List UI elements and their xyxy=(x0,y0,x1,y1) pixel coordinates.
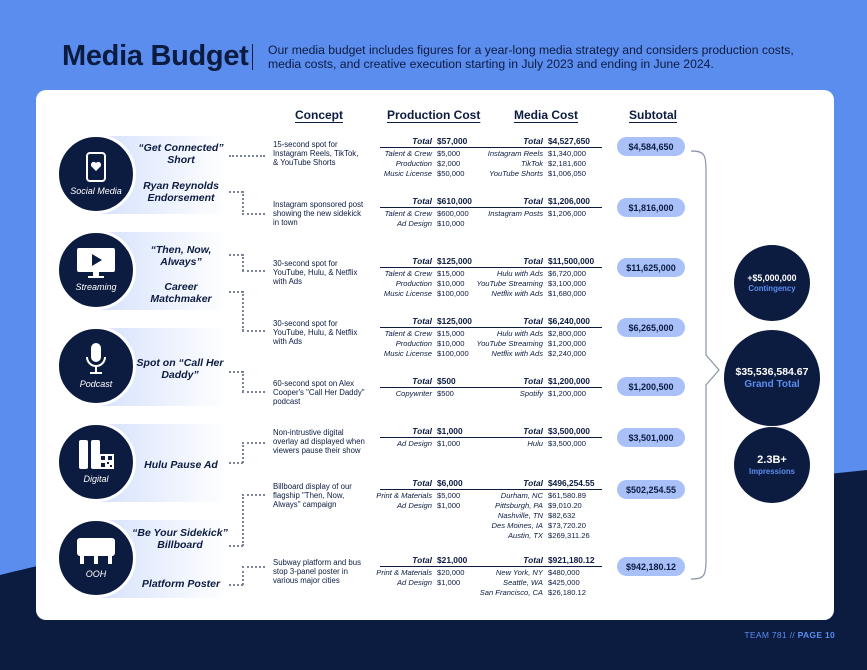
row-rule xyxy=(380,566,602,567)
subtotal-pill: $502,254.55 xyxy=(617,480,685,499)
media-total-value: $1,206,000 xyxy=(548,196,590,206)
connector xyxy=(242,566,265,568)
subtotal-pill: $11,625,000 xyxy=(617,258,685,277)
footer-page: PAGE 10 xyxy=(797,630,835,640)
media-total-label: Total xyxy=(523,196,543,206)
category-label: Podcast xyxy=(79,379,113,389)
col-media: Media Cost xyxy=(514,108,579,122)
contingency-value: +$5,000,000 xyxy=(747,273,797,283)
row-rule xyxy=(380,387,602,388)
prod-item-label: Music License xyxy=(383,289,432,298)
concept-text: Non-intrustive digital overlay ad displayed when viewers pause their show xyxy=(273,428,365,456)
row-rule xyxy=(380,437,602,438)
media-item-value: $82,632 xyxy=(548,511,576,520)
prod-total-value: $21,000 xyxy=(437,555,468,565)
impressions-value: 2.3B+ xyxy=(757,454,787,466)
media-item-value: $2,800,000 xyxy=(548,329,587,338)
prod-total-value: $610,000 xyxy=(437,196,472,206)
campaign-platform-poster: Platform Poster xyxy=(141,578,221,590)
media-item-label: TikTok xyxy=(520,159,543,168)
row-rule xyxy=(380,489,602,490)
media-total-label: Total xyxy=(523,478,543,488)
prod-item-label: Talent & Crew xyxy=(384,209,432,218)
media-item-label: Pittsburgh, PA xyxy=(495,501,543,510)
prod-total-label: Total xyxy=(412,316,432,326)
concept-text: 15-second spot for Instagram Reels, TikTok, & YouTube Shorts xyxy=(273,140,359,168)
connector xyxy=(242,191,244,215)
media-item-value: $1,206,000 xyxy=(548,209,587,218)
subtotal-pill: $6,265,000 xyxy=(617,318,685,337)
connector xyxy=(242,270,265,272)
connector xyxy=(229,155,265,157)
footer-team: TEAM 781 xyxy=(744,630,787,640)
media-item-label: Hulu xyxy=(527,439,543,448)
connector xyxy=(242,254,244,271)
media-item-value: $425,000 xyxy=(548,578,580,587)
media-item-label: Netflix with Ads xyxy=(491,349,543,358)
media-item-label: Durham, NC xyxy=(500,491,543,500)
prod-item-value: $20,000 xyxy=(437,568,465,577)
media-item-label: Netflix with Ads xyxy=(491,289,543,298)
prod-item-value: $5,000 xyxy=(437,491,461,500)
connector xyxy=(229,254,243,256)
page-footer xyxy=(744,630,835,640)
pause-qr-icon xyxy=(77,439,115,471)
connector xyxy=(242,494,265,496)
row-rule xyxy=(380,327,602,328)
connector xyxy=(242,566,244,585)
prod-item-value: $1,000 xyxy=(437,439,461,448)
category-label: OOH xyxy=(85,568,107,579)
media-item-value: $6,720,000 xyxy=(548,269,587,278)
connector xyxy=(242,494,244,546)
footer-sep: // xyxy=(789,630,795,640)
connector xyxy=(242,213,265,215)
prod-item-value: $500 xyxy=(437,389,454,398)
prod-item-value: $2,000 xyxy=(437,159,461,168)
connector xyxy=(242,371,244,392)
media-item-value: $1,200,000 xyxy=(548,339,587,348)
impressions-label: Impressions xyxy=(749,467,795,476)
media-item-value: $1,200,000 xyxy=(548,389,587,398)
media-item-value: $269,311.26 xyxy=(548,531,590,540)
category-label: Social Media xyxy=(70,185,122,196)
connector xyxy=(242,442,265,444)
media-item-value: $9,010.20 xyxy=(548,501,582,510)
connector xyxy=(242,291,244,331)
media-total-label: Total xyxy=(523,426,543,436)
prod-total-label: Total xyxy=(412,478,432,488)
category-label: Streaming xyxy=(75,282,117,292)
media-item-label: Hulu with Ads xyxy=(496,329,543,338)
campaign-then-now-always: “Then, Now, Always” xyxy=(150,244,212,268)
title-divider xyxy=(252,44,253,70)
media-total-label: Total xyxy=(523,316,543,326)
prod-item-label: Ad Design xyxy=(396,219,432,228)
prod-item-label: Ad Design xyxy=(396,501,432,510)
contingency-label: Contingency xyxy=(748,284,796,293)
prod-total-label: Total xyxy=(412,426,432,436)
media-item-value: $1,340,000 xyxy=(548,149,587,158)
row-rule xyxy=(380,147,602,148)
prod-total-value: $125,000 xyxy=(437,316,472,326)
billboard-icon xyxy=(76,537,116,565)
subtotal-pill: $1,816,000 xyxy=(617,198,685,217)
category-streaming xyxy=(56,230,136,310)
grand-total-label: Grand Total xyxy=(744,379,800,390)
prod-item-value: $10,000 xyxy=(437,219,465,228)
prod-total-value: $6,000 xyxy=(437,478,463,488)
media-total-label: Total xyxy=(523,376,543,386)
subtotal-pill: $942,180.12 xyxy=(617,557,685,576)
prod-item-value: $15,000 xyxy=(437,269,465,278)
prod-total-label: Total xyxy=(412,136,432,146)
subtotal-pill: $4,584,650 xyxy=(617,137,685,156)
prod-item-value: $5,000 xyxy=(437,149,461,158)
prod-total-value: $57,000 xyxy=(437,136,468,146)
media-item-label: New York, NY xyxy=(495,568,543,577)
campaign-ryan-reynolds: Ryan Reynolds Endorsement xyxy=(143,180,219,204)
col-concept: Concept xyxy=(295,108,343,122)
category-ooh xyxy=(56,518,136,598)
prod-item-label: Copywriter xyxy=(395,389,432,398)
media-item-label: Instagram Posts xyxy=(488,209,543,218)
row-rule xyxy=(380,207,602,208)
prod-total-value: $500 xyxy=(437,376,456,386)
subtotal-pill: $1,200,500 xyxy=(617,377,685,396)
media-item-label: Nashville, TN xyxy=(497,511,543,520)
phone-heart-icon xyxy=(86,152,106,182)
prod-item-value: $10,000 xyxy=(437,339,465,348)
prod-item-value: $100,000 xyxy=(437,349,469,358)
page-title: Media Budget xyxy=(62,40,249,72)
prod-total-label: Total xyxy=(412,555,432,565)
grand-total-circle xyxy=(724,330,820,426)
media-item-value: $73,720.20 xyxy=(548,521,587,530)
campaign-be-your-sidekick: “Be Your Sidekick” Billboard xyxy=(132,527,228,551)
media-item-label: Instagram Reels xyxy=(487,149,543,158)
microphone-icon xyxy=(84,342,108,376)
prod-item-label: Talent & Crew xyxy=(384,149,432,158)
media-total-value: $3,500,000 xyxy=(548,426,590,436)
prod-item-label: Production xyxy=(395,339,432,348)
prod-total-value: $1,000 xyxy=(437,426,463,436)
campaign-hulu-pause: Hulu Pause Ad xyxy=(144,459,218,471)
campaign-get-connected: “Get Connected” Short xyxy=(138,142,224,166)
category-podcast xyxy=(56,326,136,406)
connector xyxy=(242,442,244,463)
prod-item-label: Talent & Crew xyxy=(384,269,432,278)
play-screen-icon xyxy=(76,247,116,279)
media-total-label: Total xyxy=(523,555,543,565)
col-subtotal: Subtotal xyxy=(629,108,677,122)
row-rule xyxy=(380,267,602,268)
grand-total-value: $35,536,584.67 xyxy=(735,366,809,378)
page-subtitle: Our media budget includes figures for a year-long media strategy and considers production costs, media costs, and creative execution starting in July 2023 and ending in June 2024. xyxy=(268,43,794,71)
media-item-value: $1,680,000 xyxy=(548,289,587,298)
concept-text: 60-second spot on Alex Cooper's "Call Her Daddy" podcast xyxy=(273,379,365,407)
media-total-value: $4,527,650 xyxy=(548,136,590,146)
prod-total-label: Total xyxy=(412,196,432,206)
prod-item-value: $15,000 xyxy=(437,329,465,338)
media-item-label: YouTube Streaming xyxy=(476,279,543,288)
media-item-label: Austin, TX xyxy=(507,531,543,540)
prod-item-label: Talent & Crew xyxy=(384,329,432,338)
media-item-label: San Francisco, CA xyxy=(479,588,543,597)
connector xyxy=(229,371,243,373)
media-item-label: YouTube Streaming xyxy=(476,339,543,348)
media-item-value: $3,500,000 xyxy=(548,439,587,448)
category-social-media xyxy=(56,134,136,214)
prod-item-label: Music License xyxy=(383,349,432,358)
connector xyxy=(229,584,243,586)
media-item-label: Seattle, WA xyxy=(503,578,543,587)
prod-item-value: $1,000 xyxy=(437,578,461,587)
prod-item-value: $50,000 xyxy=(437,169,465,178)
media-total-value: $1,200,000 xyxy=(548,376,590,386)
concept-text: Subway platform and bus stop 3-panel poster in various major cities xyxy=(273,558,361,586)
connector xyxy=(229,462,243,464)
category-digital xyxy=(56,422,136,502)
subtotal-pill: $3,501,000 xyxy=(617,428,685,447)
prod-item-label: Production xyxy=(395,279,432,288)
campaign-career-matchmaker: Career Matchmaker xyxy=(150,281,212,305)
prod-total-label: Total xyxy=(412,256,432,266)
media-item-label: Spotify xyxy=(519,389,543,398)
prod-item-value: $10,000 xyxy=(437,279,465,288)
prod-item-label: Print & Materials xyxy=(376,491,432,500)
prod-item-value: $600,000 xyxy=(437,209,469,218)
concept-text: Billboard display of our flagship "Then, Now, Always" campaign xyxy=(273,482,352,510)
concept-text: 30-second spot for YouTube, Hulu, & Netflix with Ads xyxy=(273,319,358,347)
media-item-value: $26,180.12 xyxy=(548,588,587,597)
connector xyxy=(242,330,265,332)
media-item-label: Hulu with Ads xyxy=(496,269,543,278)
media-total-label: Total xyxy=(523,136,543,146)
media-item-value: $2,240,000 xyxy=(548,349,587,358)
media-total-label: Total xyxy=(523,256,543,266)
connector xyxy=(229,545,243,547)
prod-item-label: Production xyxy=(395,159,432,168)
connector xyxy=(242,391,265,393)
media-total-value: $496,254.55 xyxy=(548,478,595,488)
contingency-circle xyxy=(734,245,810,321)
prod-item-label: Ad Design xyxy=(396,578,432,587)
media-total-value: $11,500,000 xyxy=(548,256,595,266)
impressions-circle xyxy=(734,427,810,503)
category-label: Digital xyxy=(83,474,109,484)
media-total-value: $6,240,000 xyxy=(548,316,590,326)
concept-text: 30-second spot for YouTube, Hulu, & Netflix with Ads xyxy=(273,259,358,287)
media-item-value: $1,006,050 xyxy=(548,169,587,178)
media-total-value: $921,180.12 xyxy=(548,555,595,565)
prod-item-label: Music License xyxy=(383,169,432,178)
media-item-value: $2,181,600 xyxy=(548,159,587,168)
prod-item-label: Ad Design xyxy=(396,439,432,448)
media-item-label: Des Moines, IA xyxy=(491,521,543,530)
campaign-call-her-daddy: Spot on “Call Her Daddy” xyxy=(136,357,224,381)
prod-item-value: $100,000 xyxy=(437,289,469,298)
media-item-label: YouTube Shorts xyxy=(489,169,543,178)
prod-total-value: $125,000 xyxy=(437,256,472,266)
concept-text: Instagram sponsored post showing the new sidekick in town xyxy=(273,200,364,228)
total-bracket xyxy=(690,150,722,580)
media-item-value: $61,580.89 xyxy=(548,491,587,500)
prod-item-value: $1,000 xyxy=(437,501,461,510)
prod-total-label: Total xyxy=(412,376,432,386)
connector xyxy=(229,291,243,293)
prod-item-label: Print & Materials xyxy=(376,568,432,577)
col-production: Production Cost xyxy=(387,108,481,122)
media-item-value: $3,100,000 xyxy=(548,279,587,288)
connector xyxy=(229,191,243,193)
media-item-value: $480,000 xyxy=(548,568,580,577)
